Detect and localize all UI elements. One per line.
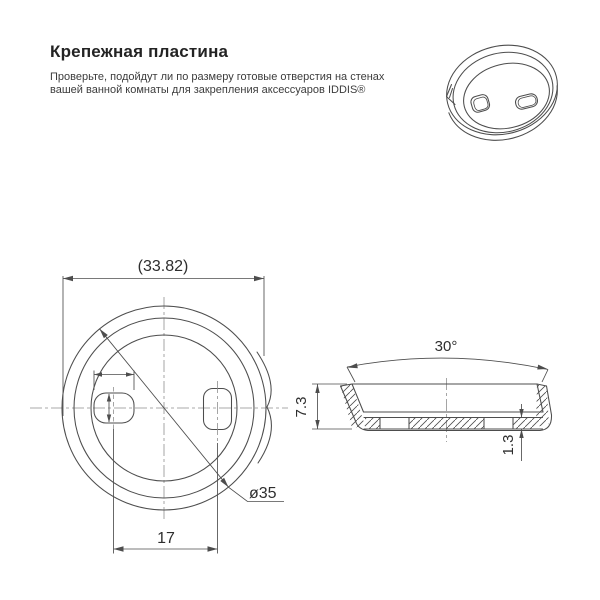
angle-arrow-right <box>537 365 547 370</box>
spacing-arrow-left <box>114 546 124 552</box>
width-arrow-right <box>254 276 264 282</box>
3d-notch-fold <box>450 89 453 98</box>
side-height-dim-label: 7.3 <box>293 396 310 418</box>
subtitle-line-2: вашей ванной комнаты для закрепления аксессуаров IDDIS® <box>50 83 366 96</box>
front-diameter-dim-label: ø35 <box>249 485 277 502</box>
angle-dim-arc <box>347 358 548 369</box>
plate-side-view <box>293 338 552 461</box>
3d-opening <box>457 54 557 137</box>
front-edge-tab-wave <box>257 352 271 463</box>
spacing-arrow-right <box>208 546 218 552</box>
plate-3d-view <box>437 34 567 152</box>
height-arrow-bottom <box>315 420 319 429</box>
side-floor-hatch-right <box>513 418 536 430</box>
plate-front-view <box>30 258 288 554</box>
front-spacing-dim-label: 17 <box>157 530 175 547</box>
page-title: Крепежная пластина <box>50 42 229 61</box>
angle-arrow-left <box>348 363 358 368</box>
width-arrow-left <box>63 276 73 282</box>
thickness-arrow-top <box>519 409 523 418</box>
side-floor-hatch-left <box>365 418 380 430</box>
height-arrow-top <box>315 384 319 393</box>
slot-height-arrow-bottom <box>107 415 111 423</box>
angle-ext-left <box>347 367 355 382</box>
slot-width-arrow-right <box>126 372 134 376</box>
slot-height-arrow-top <box>107 394 111 402</box>
angle-ext-right <box>542 370 548 383</box>
side-angle-dim-label: 30° <box>434 338 458 355</box>
front-width-dim-label: (33.82) <box>137 258 189 275</box>
side-floor-hatch-mid <box>409 418 484 430</box>
3d-left-slot-depth <box>473 96 489 111</box>
side-thickness-dim-label: 1.3 <box>500 434 517 456</box>
subtitle-line-1: Проверьте, подойдут ли по размеру готовые отверстия на стенах <box>50 71 385 83</box>
